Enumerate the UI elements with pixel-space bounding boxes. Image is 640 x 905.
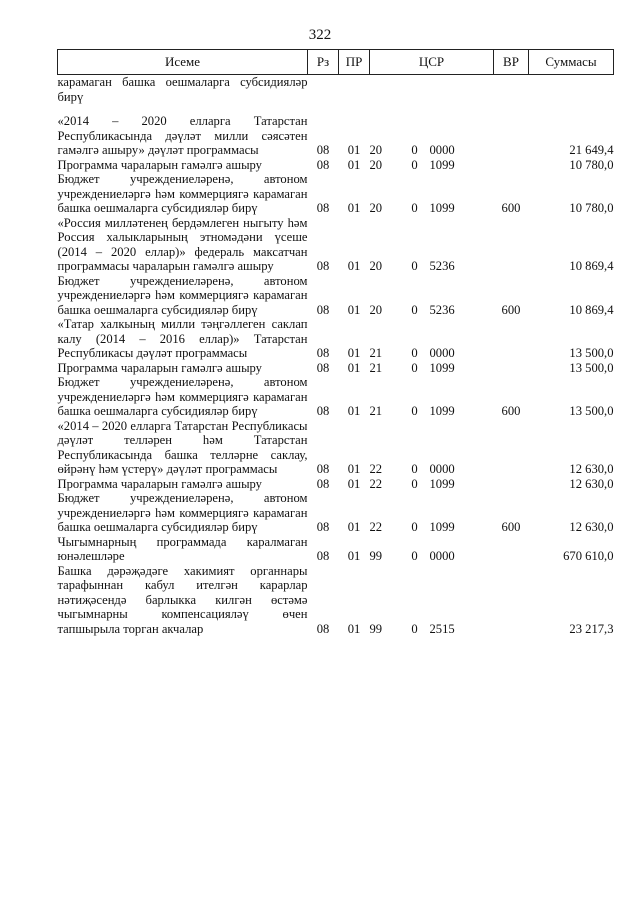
row-pr: 01	[347, 476, 361, 491]
header-pr: ПР	[339, 50, 370, 75]
row-csr-subprogram: 0	[411, 143, 418, 157]
header-rz: Рз	[308, 50, 339, 75]
row-vr	[494, 535, 529, 564]
row-csr-subprogram: 0	[411, 157, 418, 172]
row-name: Бюджет учреждениеләренә, автоном учреждениеләргә һәм коммерциягә карамаган башка оешмаларга субсидияләр бирү	[57, 375, 308, 418]
row-vr	[494, 317, 529, 361]
row-rz: 08	[316, 259, 330, 273]
row-pr	[339, 75, 370, 115]
header-vr: ВР	[494, 50, 529, 75]
row-csr-subprogram: 0	[411, 360, 418, 375]
row-csr-code: 1099	[429, 520, 455, 534]
row-csr-subprogram: 0	[411, 259, 418, 273]
row-csr-subprogram: 0	[411, 302, 418, 317]
table-row	[58, 361, 614, 376]
row-name: Бюджет учреждениеләренә, автоном учреждениеләргә һәм коммерциягә карамаган башка оешмаларга субсидияләр бирү	[57, 172, 308, 215]
row-name: карамаган башка оешмаларга субсидияләр бирү	[57, 75, 308, 104]
row-csr-program: 21	[369, 346, 383, 360]
row-csr-code: 1099	[429, 404, 455, 418]
row-vr	[494, 75, 529, 115]
row-name: «2014 – 2020 елларга Татарстан Республикасында дәүләт милли сәясәтен гамәлгә ашыру» дәүләт программасы	[57, 114, 308, 157]
row-pr: 01	[347, 462, 361, 476]
row-csr-code: 0000	[429, 143, 455, 157]
row-csr-program: 99	[369, 549, 383, 563]
row-rz: 08	[316, 302, 330, 317]
row-sum: 10 869,4	[569, 259, 614, 273]
row-vr	[494, 477, 529, 492]
row-csr-code	[430, 75, 494, 115]
row-name: Бюджет учреждениеләренә, автоном учреждениеләргә һәм коммерциягә карамаган башка оешмаларга субсидияләр бирү	[57, 491, 308, 534]
row-name: Чыгымнарның программада каралмаган юнәлешләре	[57, 534, 308, 563]
row-vr	[494, 114, 529, 158]
row-vr	[494, 419, 529, 477]
row-sum: 670 610,0	[563, 549, 614, 563]
row-csr-program: 21	[369, 360, 383, 375]
row-csr-program: 22	[369, 476, 383, 491]
row-name: Бюджет учреждениеләренә, автоном учреждениеләргә һәм коммерциягә карамаган башка оешмаларга субсидияләр бирү	[57, 273, 308, 317]
row-sum: 13 500,0	[569, 404, 614, 418]
row-rz: 08	[316, 404, 330, 418]
row-vr	[494, 564, 529, 637]
row-name: «Татар халкының милли тәңгәллеген саклап калу (2014 – 2016 еллар)» Татарстан Республикасы дәүләт программасы	[57, 317, 308, 360]
row-csr-program: 22	[369, 520, 383, 534]
row-sum: 10 869,4	[569, 302, 614, 317]
row-sum	[529, 75, 614, 115]
row-rz: 08	[316, 549, 330, 563]
row-pr: 01	[347, 302, 361, 317]
table-row	[58, 216, 614, 274]
row-pr: 01	[347, 621, 361, 636]
table-row	[58, 491, 614, 535]
table-row	[58, 274, 614, 318]
row-csr-code: 1099	[429, 476, 455, 491]
row-csr-code: 1099	[429, 360, 455, 375]
row-name: Башка дәрәҗәдәге хакимият органнары тарафыннан кабул ителгән карарлар нәтиҗәсендә барлыкка килгән өстәмә чыгымнарны компенсацияләү өчен тапшырыла торган акчалар	[57, 563, 308, 636]
row-csr-code: 5236	[429, 302, 455, 317]
row-csr-program: 99	[369, 621, 383, 636]
row-vr: 600	[501, 201, 521, 215]
row-rz: 08	[316, 143, 330, 157]
row-sum: 23 217,3	[569, 621, 614, 636]
row-pr: 01	[347, 549, 361, 563]
row-csr-program: 21	[369, 404, 383, 418]
row-rz: 08	[316, 476, 330, 491]
table-row	[58, 564, 614, 637]
row-csr-subprogram: 0	[411, 520, 418, 534]
row-rz: 08	[316, 621, 330, 636]
table-body	[58, 75, 614, 637]
row-csr-code: 0000	[429, 549, 455, 563]
row-csr-subprogram	[400, 75, 430, 115]
row-rz: 08	[316, 462, 330, 476]
row-csr-program: 20	[369, 157, 383, 172]
row-csr-code: 2515	[429, 621, 455, 636]
row-rz: 08	[316, 520, 330, 534]
row-csr-subprogram: 0	[411, 462, 418, 476]
row-vr	[494, 361, 529, 376]
row-rz: 08	[316, 360, 330, 375]
row-csr-program: 20	[369, 259, 383, 273]
row-csr-program	[370, 75, 400, 115]
table-row	[58, 477, 614, 492]
row-csr-subprogram: 0	[411, 621, 418, 636]
row-sum: 10 780,0	[569, 157, 614, 172]
row-csr-program: 20	[369, 201, 383, 215]
row-sum: 12 630,0	[569, 520, 614, 534]
row-csr-subprogram: 0	[411, 404, 418, 418]
row-name: Программа чараларын гамәлгә ашыру	[57, 360, 262, 375]
row-sum: 21 649,4	[569, 143, 614, 157]
table-row	[58, 75, 614, 115]
row-pr: 01	[347, 201, 361, 215]
row-csr-code: 0000	[429, 462, 455, 476]
row-sum: 13 500,0	[569, 360, 614, 375]
row-csr-subprogram: 0	[411, 346, 418, 360]
row-name: «2014 – 2020 елларга Татарстан Республикасы дәүләт телләрен һәм Татарстан Республикасында башка телләрне саклау, өйрәнү һәм үстерү» дәүләт программасы	[57, 418, 308, 476]
table-row	[58, 317, 614, 361]
row-name: Программа чараларын гамәлгә ашыру	[57, 157, 262, 172]
row-csr-code: 1099	[429, 157, 455, 172]
row-csr-code: 0000	[429, 346, 455, 360]
table-row	[58, 419, 614, 477]
page-number: 322	[308, 27, 332, 43]
row-vr	[494, 216, 529, 274]
table-row	[58, 535, 614, 564]
row-pr: 01	[347, 259, 361, 273]
row-rz: 08	[316, 157, 330, 172]
row-pr: 01	[347, 360, 361, 375]
row-csr-program: 22	[369, 462, 383, 476]
row-vr: 600	[501, 404, 521, 418]
row-pr: 01	[347, 346, 361, 360]
row-csr-code: 1099	[429, 201, 455, 215]
budget-table	[57, 49, 614, 636]
row-vr: 600	[501, 302, 521, 317]
row-pr: 01	[347, 157, 361, 172]
row-pr: 01	[347, 404, 361, 418]
row-csr-subprogram: 0	[411, 549, 418, 563]
row-sum: 12 630,0	[569, 462, 614, 476]
row-vr	[494, 158, 529, 173]
table-row	[58, 158, 614, 173]
table-row	[58, 114, 614, 158]
row-sum: 10 780,0	[569, 201, 614, 215]
row-sum: 13 500,0	[569, 346, 614, 360]
row-rz: 08	[316, 346, 330, 360]
row-csr-subprogram: 0	[411, 201, 418, 215]
row-csr-program: 20	[369, 143, 383, 157]
header-sum: Суммасы	[529, 50, 614, 75]
row-vr: 600	[501, 520, 521, 534]
row-sum: 12 630,0	[569, 476, 614, 491]
row-name: Программа чараларын гамәлгә ашыру	[57, 476, 262, 491]
row-pr: 01	[347, 143, 361, 157]
row-csr-code: 5236	[429, 259, 455, 273]
row-csr-program: 20	[369, 302, 383, 317]
table-row	[58, 375, 614, 419]
header-csr: ЦСР	[370, 50, 494, 75]
row-csr-subprogram: 0	[411, 476, 418, 491]
header-name: Исеме	[58, 50, 308, 75]
table-header-row	[58, 50, 614, 75]
row-pr: 01	[347, 520, 361, 534]
row-rz	[308, 75, 339, 115]
row-name: «Россия милләтенең бердәмлеген ныгыту һәм Россия халыкларының этномәдәни үсеше (2014 – 2020 еллар)» федераль максатчан программасы чараларын гамәлгә ашыру	[57, 215, 308, 273]
row-rz: 08	[316, 201, 330, 215]
table-row	[58, 172, 614, 216]
